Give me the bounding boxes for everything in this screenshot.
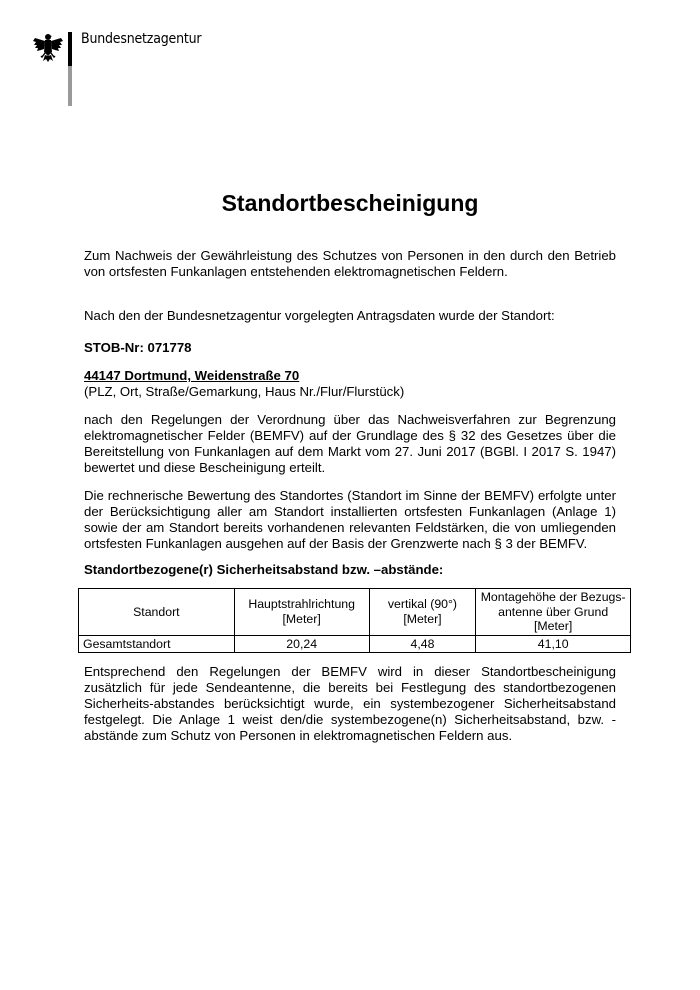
evaluation-paragraph: Die rechnerische Bewertung des Standortes (Standort im Sinne der BEMFV) erfolgte unter der Berücksichtigung aller am Standort installierten ortsfesten Funkanlagen (Anlage 1) sowie der am Standort bereits vorhandenen relevanten Feldstärken, die von umliegenden ortsfesten Funkanlagen ausgehen auf der Basis der Grenzwerte nach § 3 der BEMFV. [84,488,616,551]
site-address: 44147 Dortmund, Weidenstraße 70 [84,368,300,383]
document-title: Standortbescheinigung [221,190,479,216]
cell-site: Gesamtstandort [79,635,235,653]
cell-mount-height: 41,10 [476,635,631,653]
header-main-beam: Hauptstrahlrichtung [Meter] [234,589,369,636]
header-vertical: vertikal (90°) [Meter] [369,589,476,636]
cell-main-beam: 20,24 [234,635,369,653]
stob-number: STOB-Nr: 071778 [84,340,192,355]
header-mount-height: Montagehöhe der Bezugs-antenne über Grund [Meter] [476,589,631,636]
address-format-hint: (PLZ, Ort, Straße/Gemarkung, Haus Nr./Flur/Flurstück) [84,384,405,399]
cell-vertical: 4,48 [369,635,476,653]
table-header-row [79,589,631,636]
closing-paragraph: Entsprechend den Regelungen der BEMFV wird in dieser Standortbescheinigung zusätzlich für jede Sendeantenne, die bereits bei Festlegung des standortbezogenen Sicherheits-abstandes berücksichtigt wurde, ein systembezogener Sicherheitsabstand festgelegt. Die Anlage 1 weist den/die systembezogene(n) Sicherheitsabstand, bzw. -abstände zum Schutz von Personen in elektromagnetischen Feldern aus. [84,664,616,743]
regulation-paragraph: nach den Regelungen der Verordnung über das Nachweisverfahren zur Begrenzung elektromagnetischer Felder (BEMFV) auf der Grundlage des § 32 des Gesetzes über die Bereitstellung von Funkanlagen auf dem Markt vom 27. Juni 2017 (BGBl. I 2017 S. 1947) bewertet und diese Bescheinigung erteilt. [84,412,616,475]
federal-eagle-icon [33,32,63,66]
table-heading: Standortbezogene(r) Sicherheitsabstand bzw. –abstände: [84,562,444,577]
agency-name: Bundesnetzagentur [81,31,202,47]
header-site: Standort [79,589,235,636]
table-row [79,635,631,653]
intro-paragraph: Zum Nachweis der Gewährleistung des Schutzes von Personen in den durch den Betrieb von ortsfesten Funkanlagen entstehenden elektromagnetischen Feldern. [84,248,616,279]
letterhead-bar-gray [68,66,72,106]
application-line: Nach den der Bundesnetzagentur vorgelegten Antragsdaten wurde der Standort: [84,308,555,323]
letterhead-bar-black [68,32,72,66]
safety-distance-table [78,588,631,653]
